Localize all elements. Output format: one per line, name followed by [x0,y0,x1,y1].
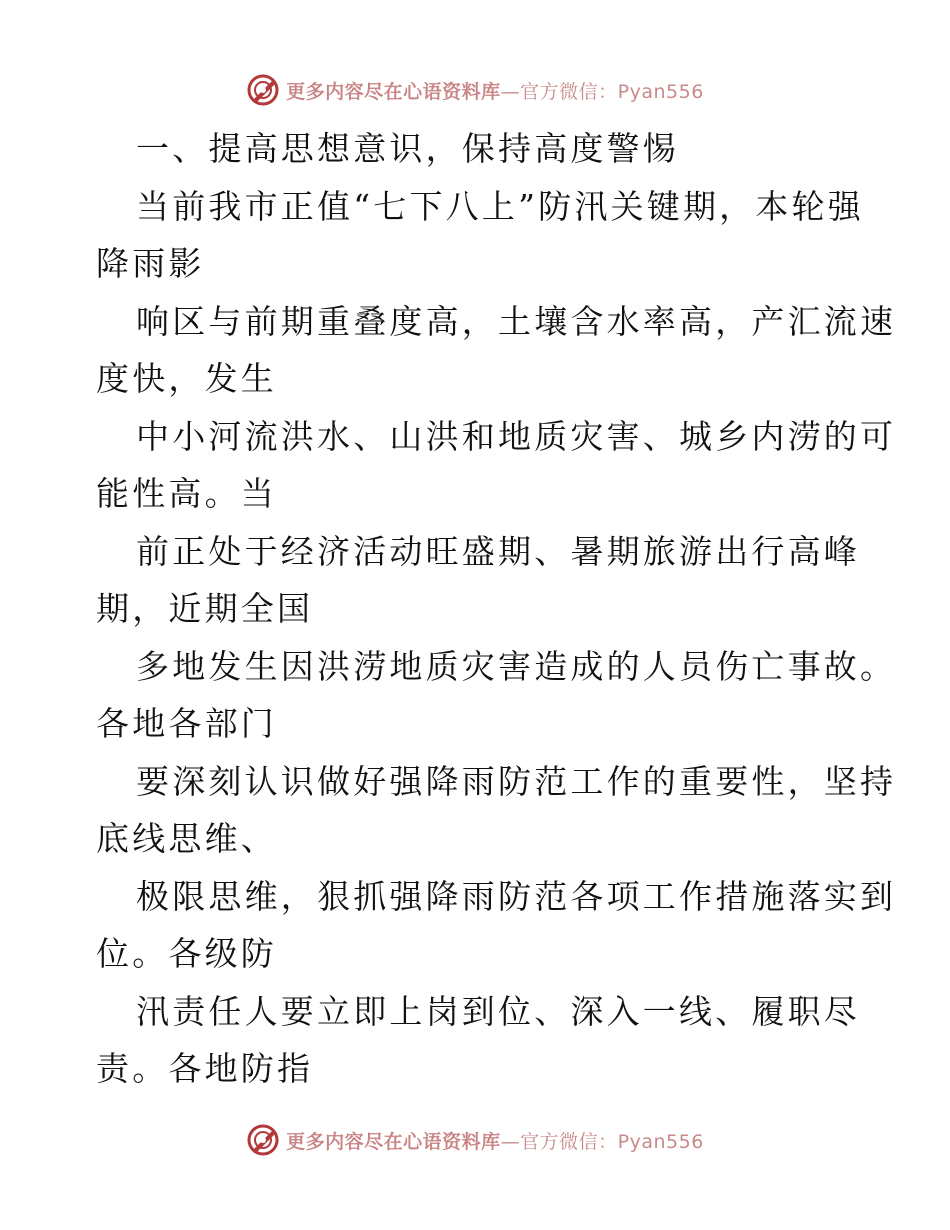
brush-logo-icon [246,1123,280,1157]
paragraph-line: 多地发生因洪涝地质灾害造成的人员伤亡事故。 [136,646,897,686]
paragraph-line: 降雨影 [96,244,205,283]
header-watermark [0,70,950,110]
paragraph-line: 责。各地防指 [96,1049,314,1088]
paragraph-line: 能性高。当 [96,474,277,513]
paragraph-line: 要深刻认识做好强降雨防范工作的重要性，坚持 [136,761,897,801]
paragraph-line: 各地各部门 [96,704,277,743]
paragraph-line: 极限思维，狠抓强降雨防范各项工作措施落实到 [136,876,897,916]
paragraph-line: 底线思维、 [96,819,277,858]
paragraph-line: 前正处于经济活动旺盛期、暑期旅游出行高峰 [136,531,860,571]
paragraph-line: 中小河流洪水、山洪和地质灾害、城乡内涝的可 [136,416,897,456]
paragraph-line: 期，近期全国 [96,589,314,628]
brush-logo-icon [246,73,280,107]
watermark-text: 更多内容尽在心语资料库—官方微信：Pyan556 [286,80,704,103]
paragraph-line: 当前我市正值“七下八上”防汛关键期，本轮强 [136,186,864,226]
paragraph-line: 响区与前期重叠度高，土壤含水率高，产汇流速 [136,301,897,341]
paragraph-line: 位。各级防 [96,934,277,973]
watermark-text: 更多内容尽在心语资料库—官方微信：Pyan556 [286,1130,704,1153]
document-body [96,120,897,1098]
paragraph-line: 度快，发生 [96,359,277,398]
footer-watermark [0,1120,950,1160]
paragraph-line: 汛责任人要立即上岗到位、深入一线、履职尽 [136,991,860,1031]
section-heading: 一、提高思想意识，保持高度警惕 [136,129,679,168]
